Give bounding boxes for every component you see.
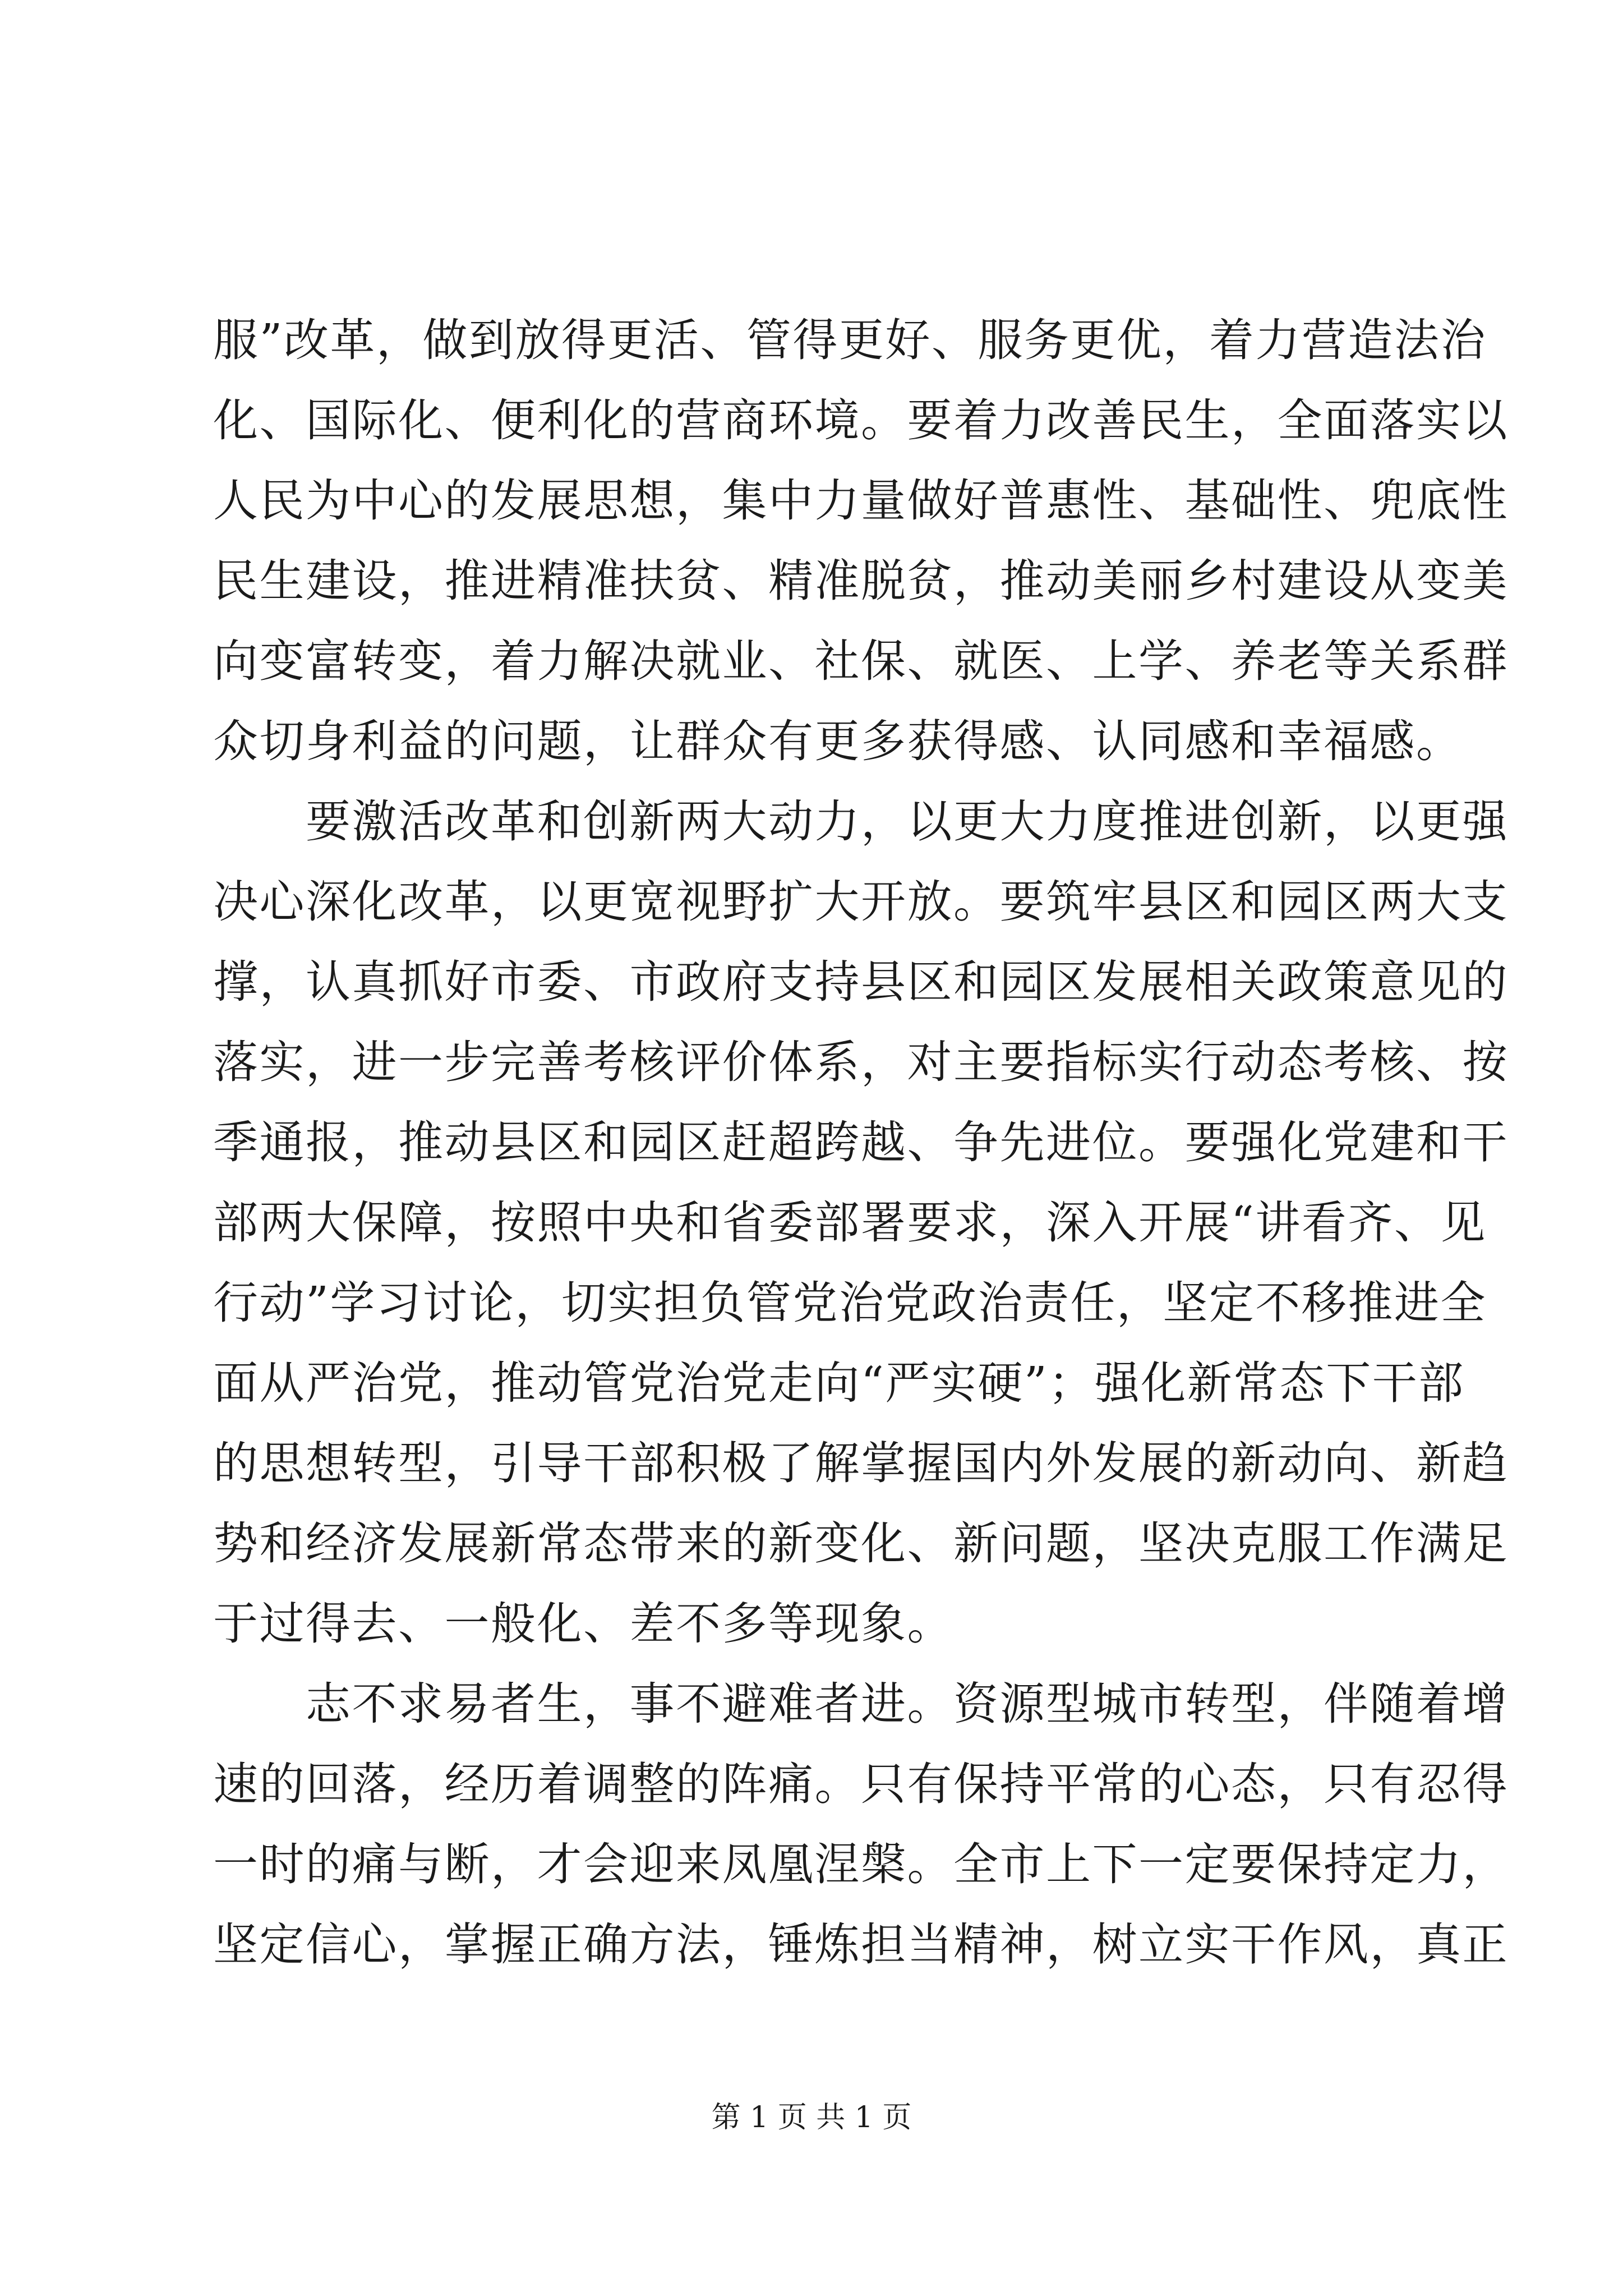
- paragraph-first-line: 要激活改革和创新两大动力，以更大力度推进创新，以更强: [306, 795, 1509, 848]
- text-line: 坚定信心，掌握正确方法，锤炼担当精神，树立实干作风，真正: [213, 1918, 1509, 1971]
- text-line: 撑，认真抓好市委、市政府支持县区和园区发展相关政策意见的: [213, 956, 1509, 1008]
- text-line: 落实，进一步完善考核评价体系，对主要指标实行动态考核、按: [213, 1036, 1509, 1088]
- document-body: [213, 300, 1509, 1985]
- text-line: 众切身利益的问题，让群众有更多获得感、认同感和幸福感。: [213, 715, 1463, 767]
- text-line: 于过得去、一般化、差不多等现象。: [213, 1598, 953, 1650]
- text-line: 部两大保障，按照中央和省委部署要求，深入开展“讲看齐、见: [213, 1197, 1487, 1249]
- page-number-footer: 第 1 页 共 1 页: [711, 2101, 912, 2134]
- text-line: 的思想转型，引导干部积极了解掌握国内外发展的新动向、新趋: [213, 1437, 1509, 1489]
- text-line: 势和经济发展新常态带来的新变化、新问题，坚决克服工作满足: [213, 1517, 1509, 1570]
- text-line: 决心深化改革，以更宽视野扩大开放。要筑牢县区和园区两大支: [213, 876, 1509, 928]
- text-line: 季通报，推动县区和园区赶超跨越、争先进位。要强化党建和干: [213, 1116, 1509, 1168]
- text-line: 一时的痛与断，才会迎来凤凰涅槃。全市上下一定要保持定力，: [213, 1838, 1509, 1890]
- text-line: 速的回落，经历着调整的阵痛。只有保持平常的心态，只有忍得: [213, 1758, 1509, 1810]
- text-line: 向变富转变，着力解决就业、社保、就医、上学、养老等关系群: [213, 635, 1509, 687]
- text-line: 服”改革，做到放得更活、管得更好、服务更优，着力营造法治: [213, 314, 1487, 366]
- text-line: 行动”学习讨论，切实担负管党治党政治责任，坚定不移推进全: [213, 1277, 1487, 1329]
- text-line: 化、国际化、便利化的营商环境。要着力改善民生，全面落实以: [213, 394, 1509, 447]
- text-line: 民生建设，推进精准扶贫、精准脱贫，推动美丽乡村建设从变美: [213, 555, 1509, 607]
- text-line: 面从严治党，推动管党治党走向“严实硬”；强化新常态下干部: [213, 1357, 1465, 1409]
- text-line: 人民为中心的发展思想，集中力量做好普惠性、基础性、兜底性: [213, 475, 1509, 527]
- paragraph-first-line: 志不求易者生，事不避难者进。资源型城市转型，伴随着增: [306, 1678, 1509, 1730]
